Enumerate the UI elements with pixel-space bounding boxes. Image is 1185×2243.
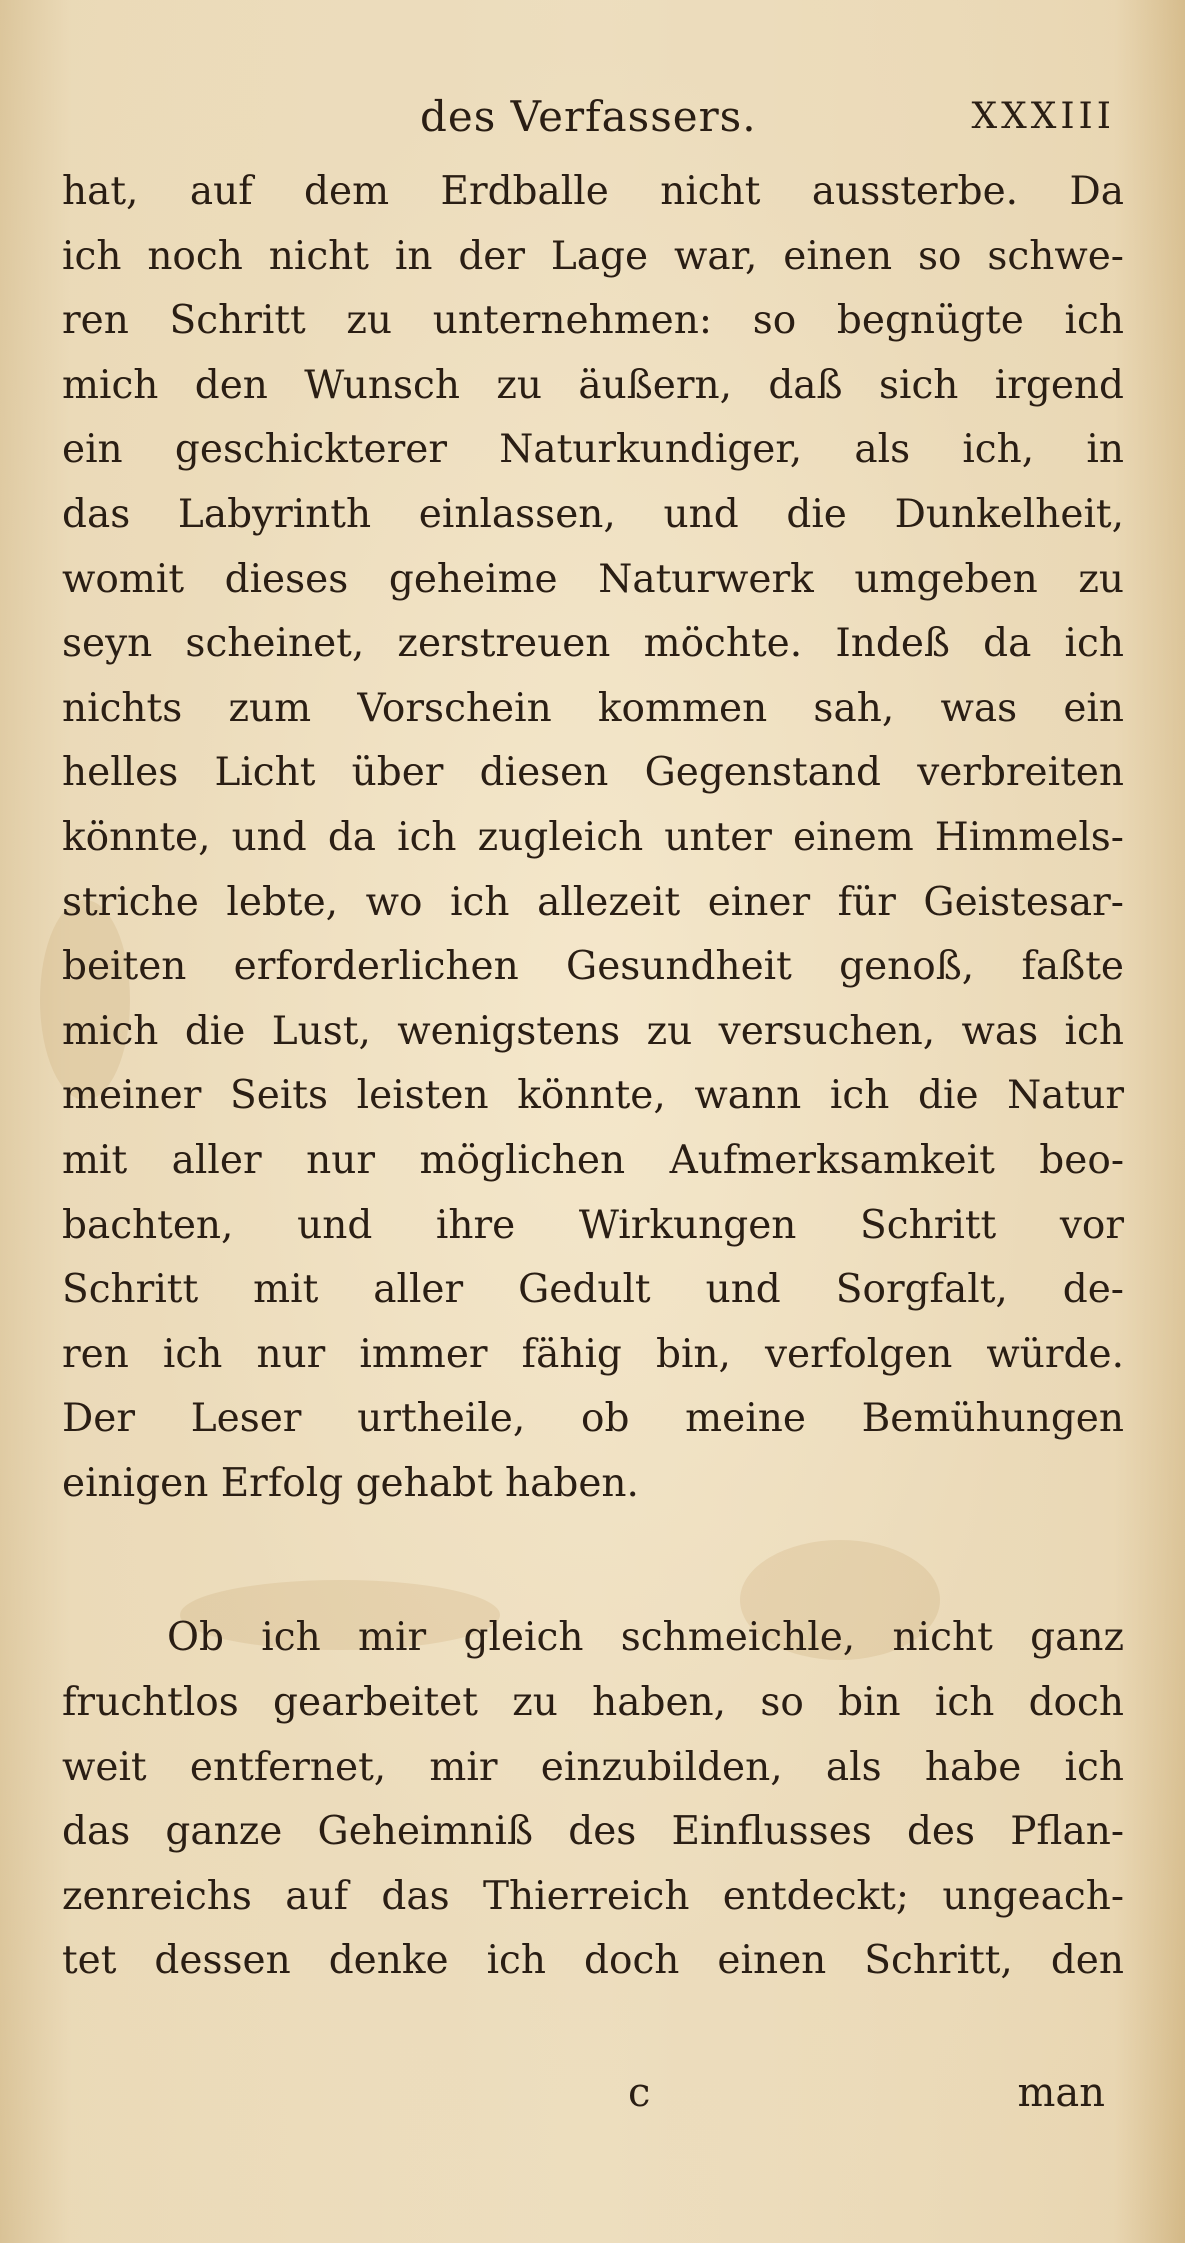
text-line: mich den Wunsch zu äußern, daß sich irgend bbox=[62, 362, 1124, 408]
text-line: mich die Lust, wenigstens zu versuchen, was ich bbox=[62, 1008, 1124, 1054]
text-line: ren Schritt zu unternehmen: so begnügte ich bbox=[62, 298, 1124, 344]
page-number: XXXIII bbox=[971, 96, 1115, 137]
text-line: Der Leser urtheile, ob meine Bemühungen bbox=[62, 1396, 1124, 1442]
text-line: meiner Seits leisten könnte, wann ich die Natur bbox=[62, 1073, 1124, 1119]
text-line: könnte, und da ich zugleich unter einem Himmels- bbox=[62, 814, 1124, 860]
text-line: zenreichs auf das Thierreich entdeckt; ungeach- bbox=[62, 1873, 1124, 1919]
text-line: ren ich nur immer fähig bin, verfolgen würde. bbox=[62, 1331, 1124, 1377]
text-line: das ganze Geheimniß des Einflusses des Pflan- bbox=[62, 1809, 1124, 1855]
text-line: ich noch nicht in der Lage war, einen so schwe- bbox=[62, 233, 1124, 279]
catchword: man bbox=[1017, 2070, 1105, 2116]
running-head: des Verfassers. bbox=[420, 92, 757, 141]
text-line: helles Licht über diesen Gegenstand verbreiten bbox=[62, 750, 1124, 796]
text-line: seyn scheinet, zerstreuen möchte. Indeß da ich bbox=[62, 621, 1124, 667]
paragraph-gap bbox=[62, 1516, 1124, 1606]
text-line: womit dieses geheime Naturwerk umgeben zu bbox=[62, 556, 1124, 602]
body-text bbox=[62, 160, 1124, 1994]
text-line: ein geschickterer Naturkundiger, als ich, in bbox=[62, 427, 1124, 473]
text-line: Ob ich mir gleich schmeichle, nicht ganz bbox=[167, 1615, 1124, 1661]
signature-mark: c bbox=[628, 2070, 651, 2116]
page-footer bbox=[0, 2070, 1185, 2130]
text-line: tet dessen denke ich doch einen Schritt, den bbox=[62, 1938, 1124, 1984]
text-line: einigen Erfolg gehabt haben. bbox=[62, 1460, 639, 1506]
text-line: mit aller nur möglichen Aufmerksamkeit beo- bbox=[62, 1137, 1124, 1183]
text-line: bachten, und ihre Wirkungen Schritt vor bbox=[62, 1202, 1124, 1248]
paragraph-1 bbox=[62, 160, 1124, 1516]
text-line: hat, auf dem Erdballe nicht aussterbe. Da bbox=[62, 169, 1124, 214]
text-line: das Labyrinth einlassen, und die Dunkelheit, bbox=[62, 491, 1124, 537]
paragraph-2 bbox=[62, 1606, 1124, 1994]
text-line: fruchtlos gearbeitet zu haben, so bin ich doch bbox=[62, 1680, 1124, 1726]
text-line: striche lebte, wo ich allezeit einer für Geistesar- bbox=[62, 879, 1124, 925]
text-line: Schritt mit aller Gedult und Sorgfalt, de- bbox=[62, 1267, 1124, 1313]
text-line: weit entfernet, mir einzubilden, als habe ich bbox=[62, 1744, 1124, 1790]
text-line: nichts zum Vorschein kommen sah, was ein bbox=[62, 685, 1124, 731]
page-header bbox=[0, 92, 1185, 152]
text-line: beiten erforderlichen Gesundheit genoß, faßte bbox=[62, 944, 1124, 990]
